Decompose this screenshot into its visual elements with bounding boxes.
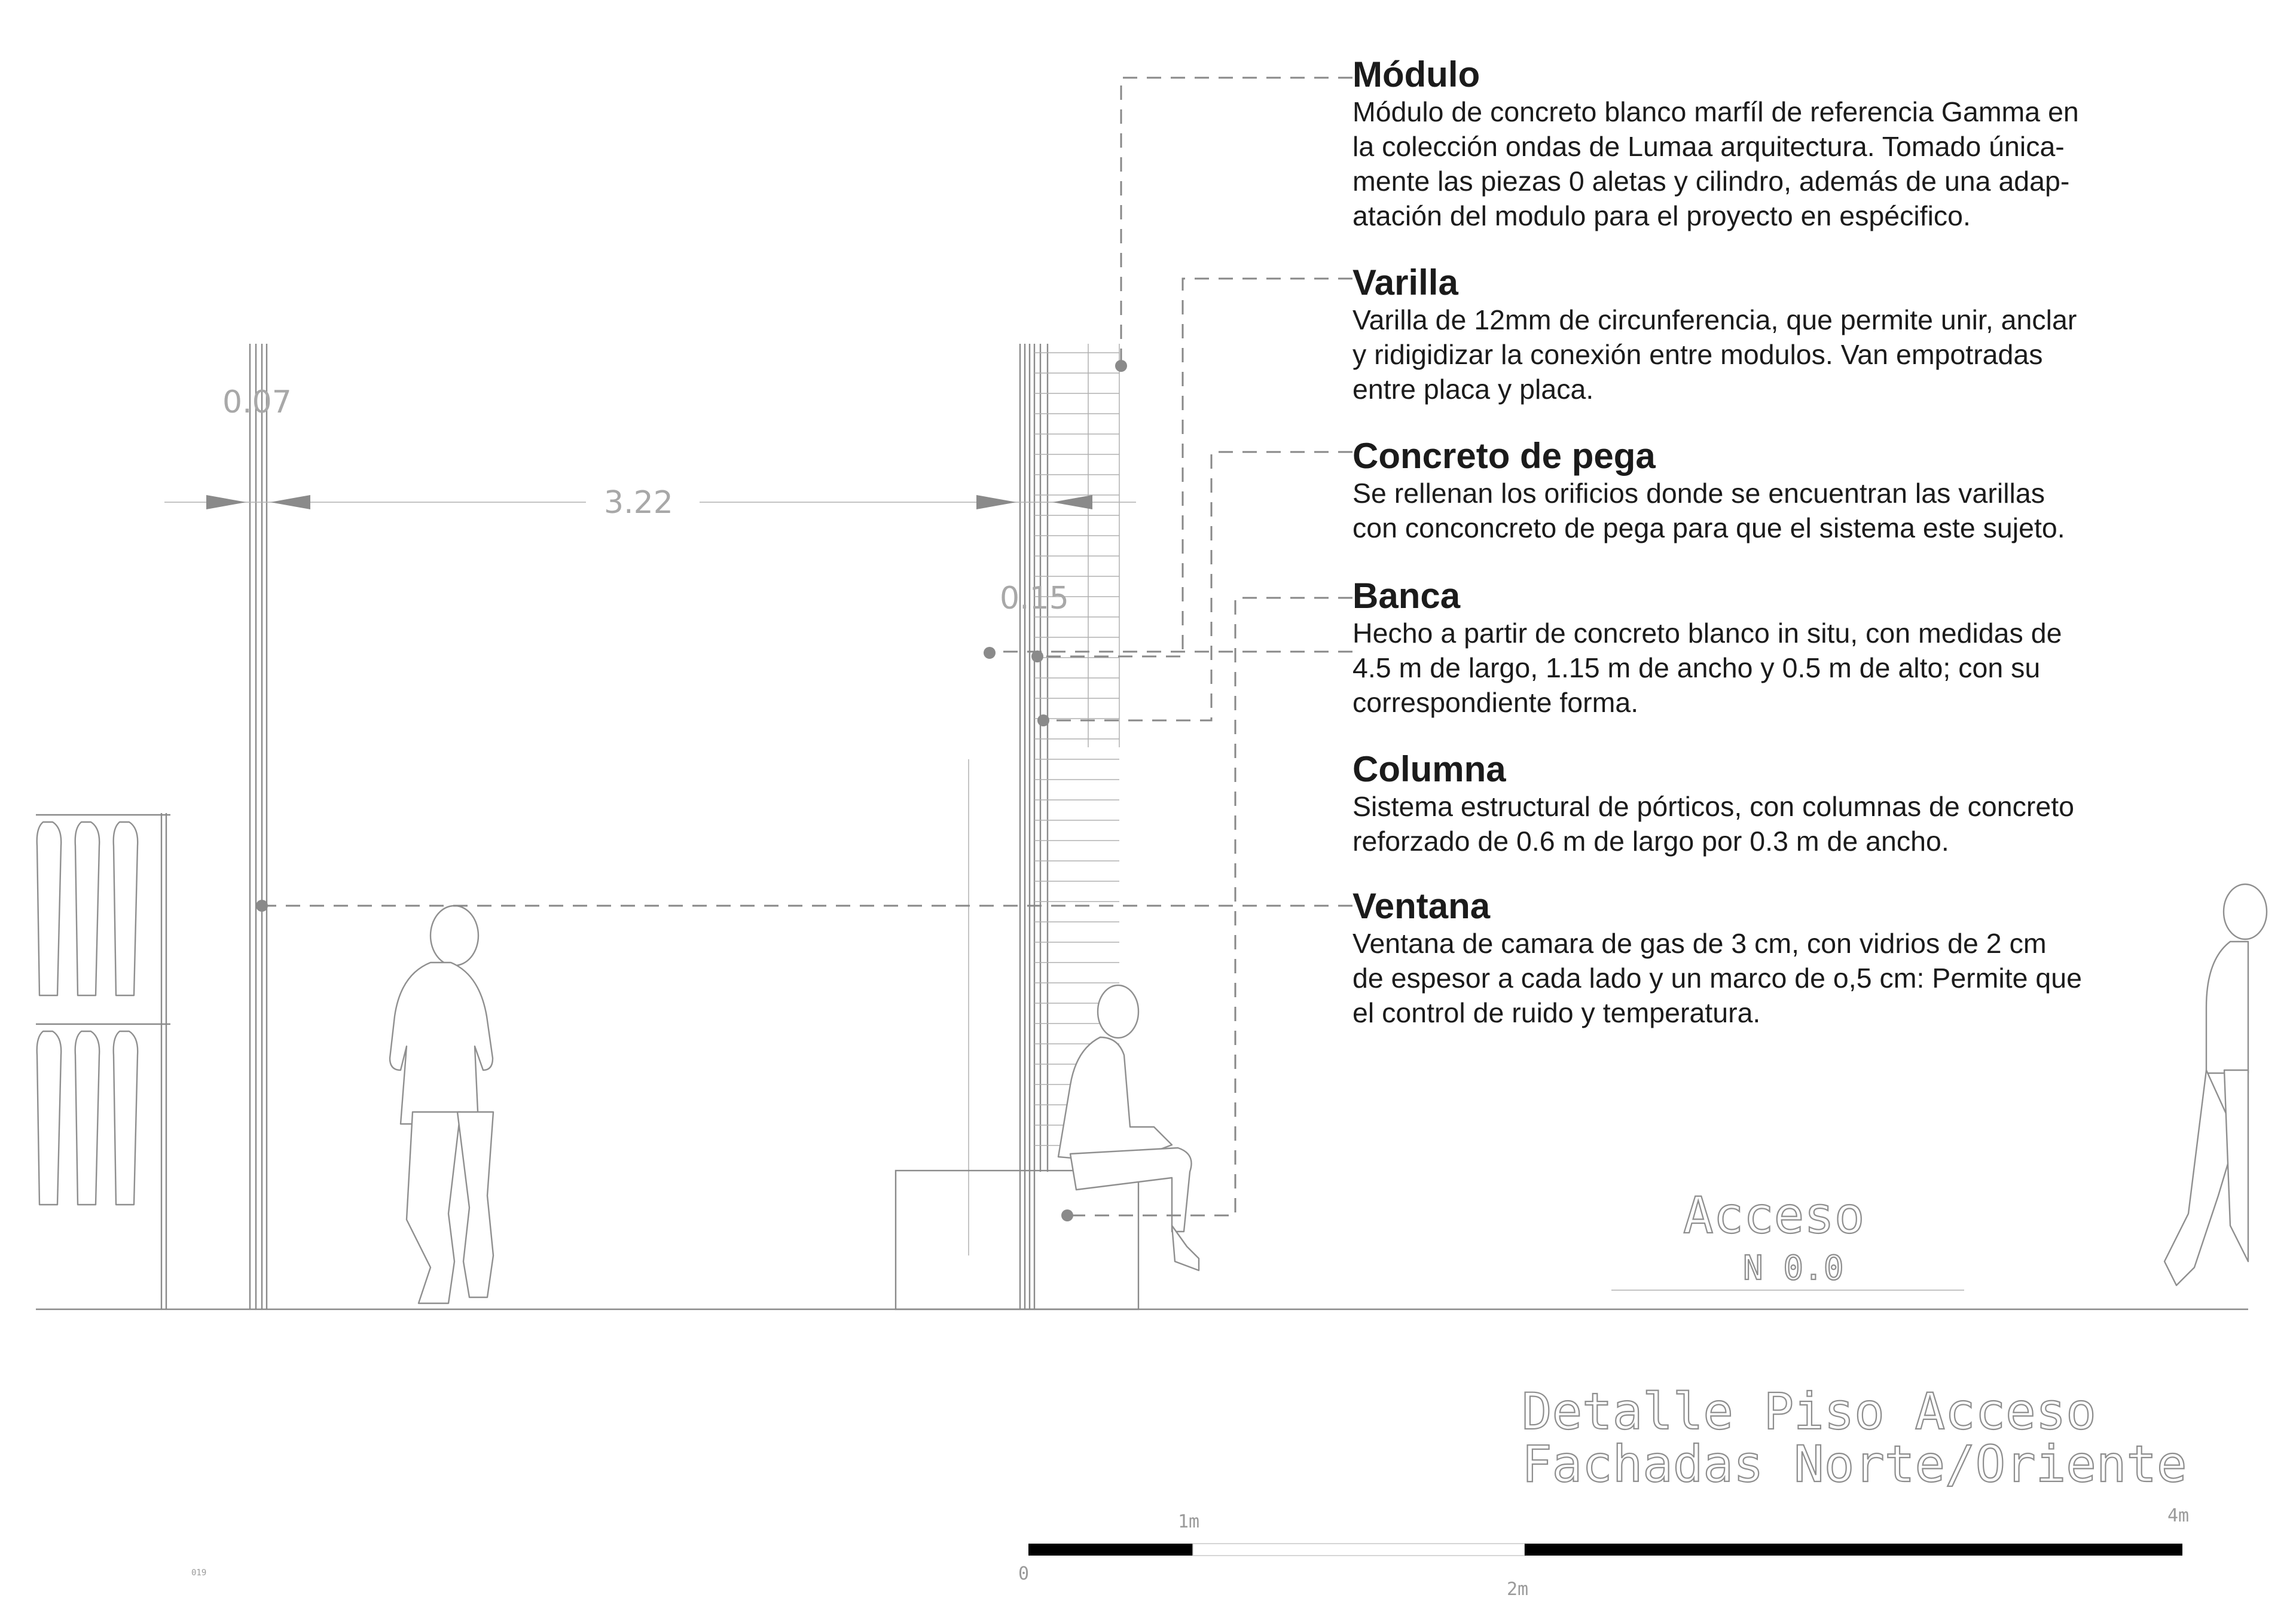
scale-bar bbox=[1028, 1544, 2182, 1556]
scale-label-4: 4m bbox=[2167, 1505, 2190, 1526]
scale-label-0: 0 bbox=[1018, 1563, 1030, 1584]
dim-column-width: 0.07 bbox=[222, 384, 292, 420]
callout-columna bbox=[1352, 750, 2190, 859]
callout-body: Ventana de camara de gas de 3 cm, con vidrios de 2 cm de espesor a cada lado y un marco de o,5 cm: Permite que el control de ruido y temperatura. bbox=[1352, 928, 2083, 1028]
callout-title: Columna bbox=[1352, 749, 1506, 789]
callout-body: Varilla de 12mm de circunferencia, que permite unir, anclar y ridigidizar la conexión entre modulos. Van empotradas entre placa y placa. bbox=[1352, 304, 2077, 405]
leader-varilla bbox=[1037, 279, 1352, 656]
callout-body: Se rellenan los orificios donde se encuentran las varillas con conconcreto de pega para que el sistema este sujeto. bbox=[1352, 478, 2065, 543]
title-line-2: Fachadas Norte/Oriente bbox=[1522, 1435, 2187, 1493]
person-seated bbox=[1058, 985, 1199, 1270]
callout-body: Módulo de concreto blanco marfíl de referencia Gamma en la colección ondas de Lumaa arquitectura. Tomado única- mente las piezas 0 aletas y cilindro, además de una adap- atación del modulo para el proyecto en espécifico. bbox=[1352, 96, 2079, 231]
callout-title: Banca bbox=[1352, 576, 1461, 616]
dim-wall-thickness: 0.15 bbox=[1000, 581, 1069, 616]
clothing-rack bbox=[36, 813, 170, 1309]
left-column bbox=[250, 344, 267, 1309]
callout-varilla bbox=[1352, 263, 2190, 407]
bench bbox=[896, 1171, 1138, 1309]
callout-modulo bbox=[1352, 55, 2190, 233]
sheet-code: 019 bbox=[191, 1568, 207, 1578]
callout-title: Concreto de pega bbox=[1352, 436, 1656, 476]
level-name: Acceso bbox=[1683, 1186, 1865, 1245]
callout-ventana bbox=[1352, 887, 2190, 1030]
title-line-1: Detalle Piso Acceso bbox=[1522, 1382, 2096, 1441]
level-elevation: N 0.0 bbox=[1743, 1249, 1844, 1288]
person-standing bbox=[390, 906, 493, 1303]
leader-modulo bbox=[1121, 78, 1352, 366]
callout-title: Módulo bbox=[1352, 54, 1480, 94]
callout-title: Varilla bbox=[1352, 262, 1458, 303]
callout-title: Ventana bbox=[1352, 886, 1491, 926]
callout-concreto-de-pega bbox=[1352, 436, 2190, 545]
callout-banca bbox=[1352, 576, 2190, 720]
leader-concreto bbox=[1043, 452, 1352, 720]
dim-span: 3.22 bbox=[604, 485, 673, 521]
callout-body: Hecho a partir de concreto blanco in situ, con medidas de 4.5 m de largo, 1.15 m de ancho y 0.5 m de alto; con su correspondiente forma. bbox=[1352, 618, 2062, 718]
scale-label-1: 1m bbox=[1178, 1511, 1200, 1532]
scale-label-2: 2m bbox=[1507, 1579, 1529, 1600]
callout-body: Sistema estructural de pórticos, con columnas de concreto reforzado de 0.6 m de largo por 0.3 m de ancho. bbox=[1352, 791, 2075, 857]
